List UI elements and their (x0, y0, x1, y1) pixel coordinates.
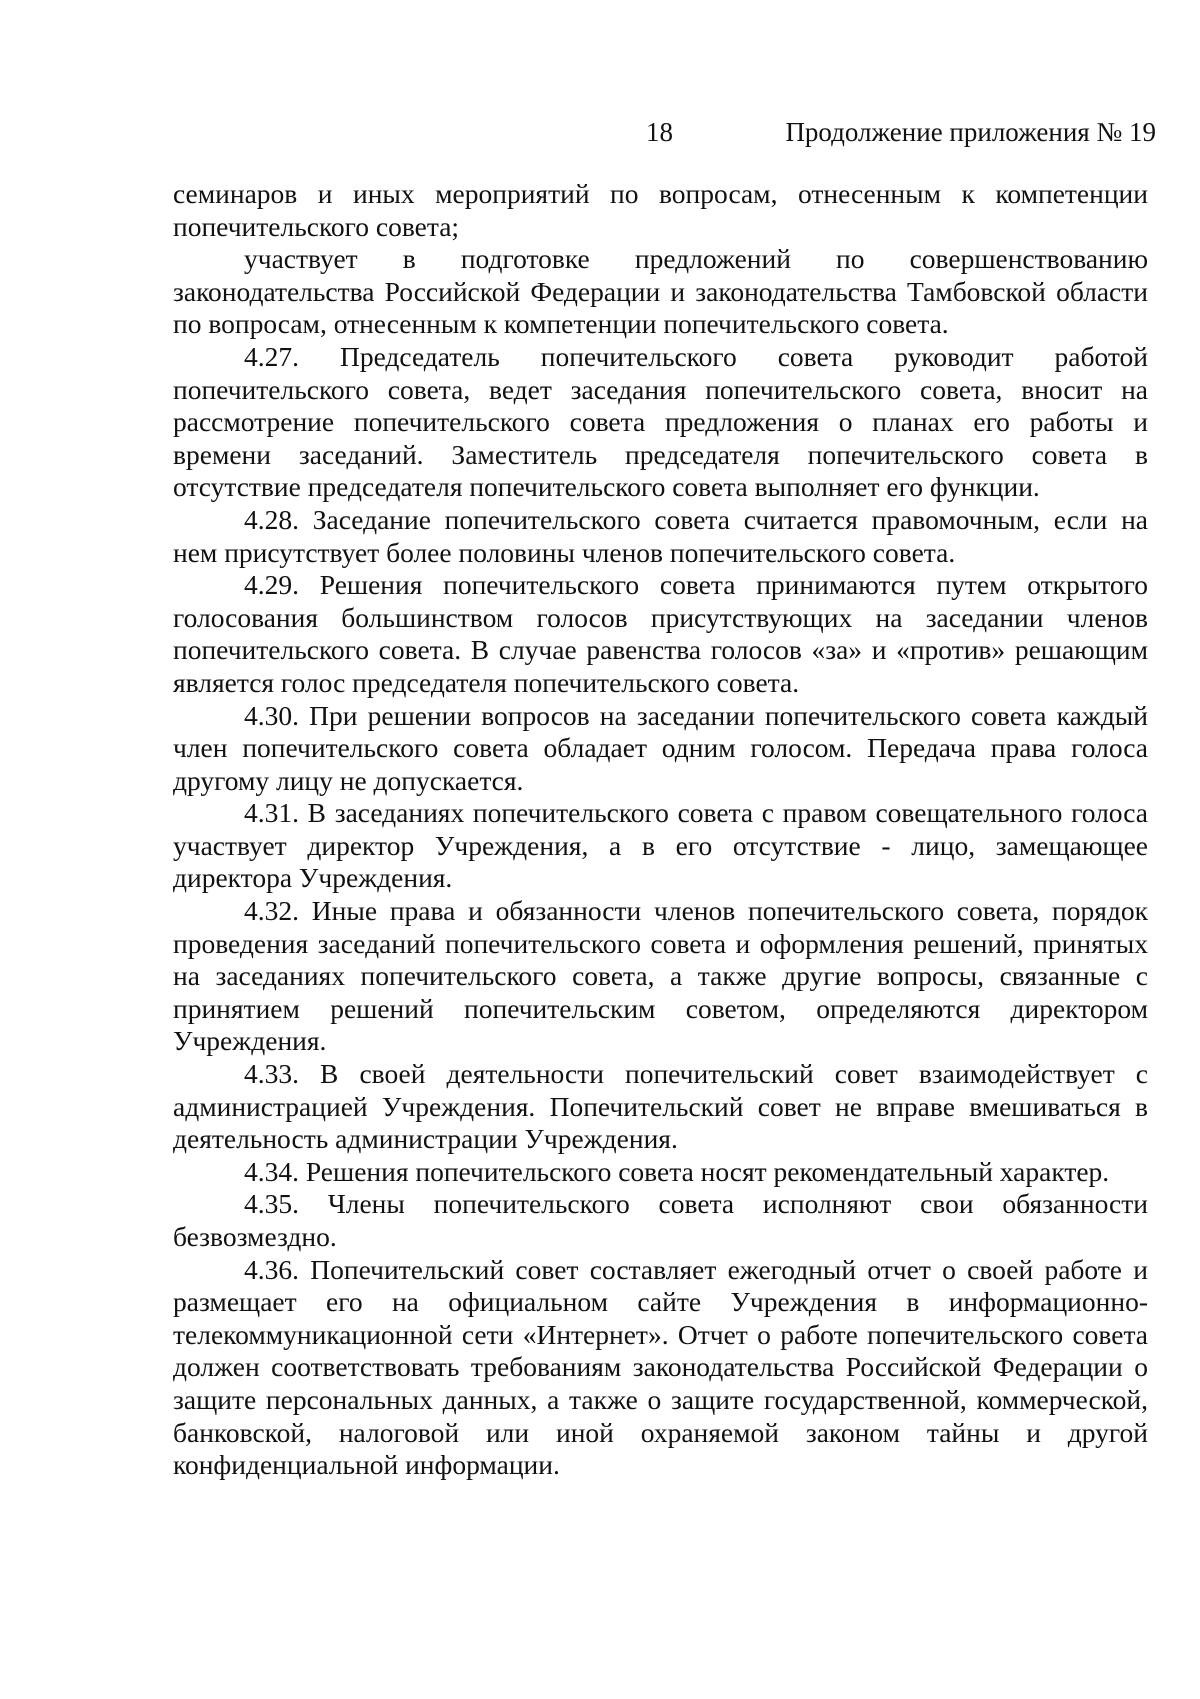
paragraph-4-34: 4.34. Решения попечительского совета носят рекомендательный характер. (244, 1155, 1110, 1187)
appendix-continuation-label: Продолжение приложения № 19 (785, 117, 1156, 147)
paragraph-4-30: 4.30. При решении вопросов на заседании попечительского совета каждый член попечительского совета обладает одним голосом. Передача права голоса другому лицу не допускается. (173, 699, 1148, 796)
paragraph-4-27: 4.27. Председатель попечительского совета руководит работой попечительского совета, ведет заседания попечительского совета, вносит на рассмотрение попечительского совета предложения о планах его работы и времени заседаний. Заместитель председателя попечительского совета в отсутствие председателя попечительского совета выполняет его функции. (173, 340, 1148, 503)
paragraph-4-35: 4.35. Члены попечительского совета исполняют свои обязанности безвозмездно. (173, 1188, 1148, 1252)
page-header (0, 114, 1200, 150)
paragraph-4-33: 4.33. В своей деятельности попечительский совет взаимодействует с администрацией Учреждения. Попечительский совет не вправе вмешиваться в деятельность администрации Учреждения. (173, 1058, 1148, 1155)
document-body (173, 178, 1148, 1482)
paragraph-4-31: 4.31. В заседаниях попечительского совета с правом совещательного голоса участвует директор Учреждения, а в его отсутствие - лицо, замещающее директора Учреждения. (173, 797, 1148, 894)
paragraph-continued: семинаров и иных мероприятий по вопросам, отнесенным к компетенции попечительского совета; (173, 178, 1148, 242)
page-number: 18 (646, 117, 673, 147)
paragraph-4-36: 4.36. Попечительский совет составляет ежегодный отчет о своей работе и размещает его на официальном сайте Учреждения в информационно-телекоммуникационной сети «Интернет». Отчет о работе попечительского совета должен соответствовать требованиям законодательства Российской Федерации о защите персональных данных, а также о защите государственной, коммерческой, банковской, налоговой или иной охраняемой законом тайны и другой конфиденциальной информации. (173, 1253, 1148, 1481)
paragraph-legislation-proposals: участвует в подготовке предложений по совершенствованию законодательства Российской Федерации и законодательства Тамбовской области по вопросам, отнесенным к компетенции попечительского совета. (173, 243, 1148, 340)
paragraph-4-29: 4.29. Решения попечительского совета принимаются путем открытого голосования большинством голосов присутствующих на заседании членов попечительского совета. В случае равенства голосов «за» и «против» решающим является голос председателя попечительского совета. (173, 569, 1148, 698)
paragraph-4-32: 4.32. Иные права и обязанности членов попечительского совета, порядок проведения заседаний попечительского совета и оформления решений, принятых на заседаниях попечительского совета, а также другие вопросы, связанные с принятием решений попечительским советом, определяются директором Учреждения. (173, 895, 1148, 1057)
paragraph-4-28: 4.28. Заседание попечительского совета считается правомочным, если на нем присутствует более половины членов попечительского совета. (173, 503, 1148, 568)
